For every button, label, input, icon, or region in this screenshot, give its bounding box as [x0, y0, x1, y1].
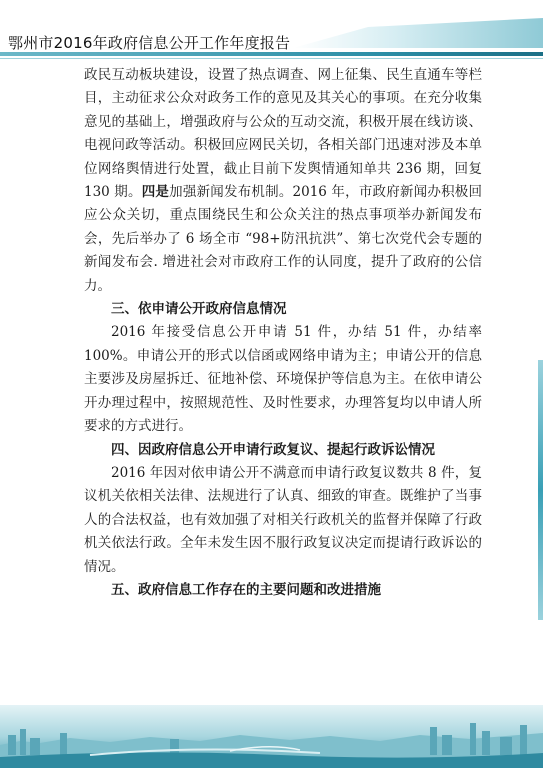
city-skyline-illustration: [0, 705, 543, 768]
header-decorative-band: [293, 18, 543, 48]
side-decorative-strip: [538, 360, 543, 620]
section-heading: 四、因政府信息公开申请行政复议、提起行政诉讼情况: [111, 441, 435, 458]
section-paragraph: 2016 年因对依申请公开不满意而申请行政复议数共 8 件，复议机关依相关法律、法规进行了认真、细致的审查。既维护了当事人的合法权益，也有效加强了对相关行政机关的监督并保障了行政机关依法行政。全年未发生因不服行政复议决定而提请行政诉讼的情况。: [84, 464, 482, 575]
header-rule: [0, 52, 543, 56]
footer-city-banner: [0, 705, 543, 768]
document-body: [84, 64, 482, 602]
section-paragraph: 2016 年接受信息公开申请 51 件，办结 51 件，办结率 100%。申请公开的形式以信函或网络申请为主；申请公开的信息主要涉及房屋拆迁、征地补偿、环境保护等信息为主。在依申请公开办理过程中，按照规范性、及时性要求，办理答复均以申请人所要求的方式进行。: [84, 324, 482, 435]
section-heading: 三、依申请公开政府信息情况: [111, 301, 287, 318]
paragraph-text: 政民互动板块建设，设置了热点调查、网上征集、民生直通车等栏目，主动征求公众对政务工作的意见及其关心的事项。在充分收集意见的基础上，增强政府与公众的互动交流，积极开展在线访谈、电视问政等活动。积极回应网民关切，各相关部门迅速对涉及本单位网络舆情进行处置，截止目前下发舆情通知单共 236 期，回复 130 期。: [84, 67, 482, 201]
header-rule-thin: [0, 58, 543, 59]
paragraph-continued: [84, 64, 482, 298]
section-heading: 五、政府信息工作存在的主要问题和改进措施: [111, 581, 381, 598]
emphasis-label: 四是: [141, 184, 170, 201]
paragraph-text: 加强新闻发布机制。2016 年，市政府新闻办积极回应公众关切，重点围绕民生和公众关注的热点事项举办新闻发布会，先后举办了 6 场全市 “98+防汛抗洪”、第七次党代会专题的新闻发布会. 增进社会对市政府工作的认同度，提升了政府的公信力。: [84, 184, 483, 294]
page-header: [0, 0, 543, 62]
report-title: 鄂州市2016年政府信息公开工作年度报告: [8, 34, 291, 52]
